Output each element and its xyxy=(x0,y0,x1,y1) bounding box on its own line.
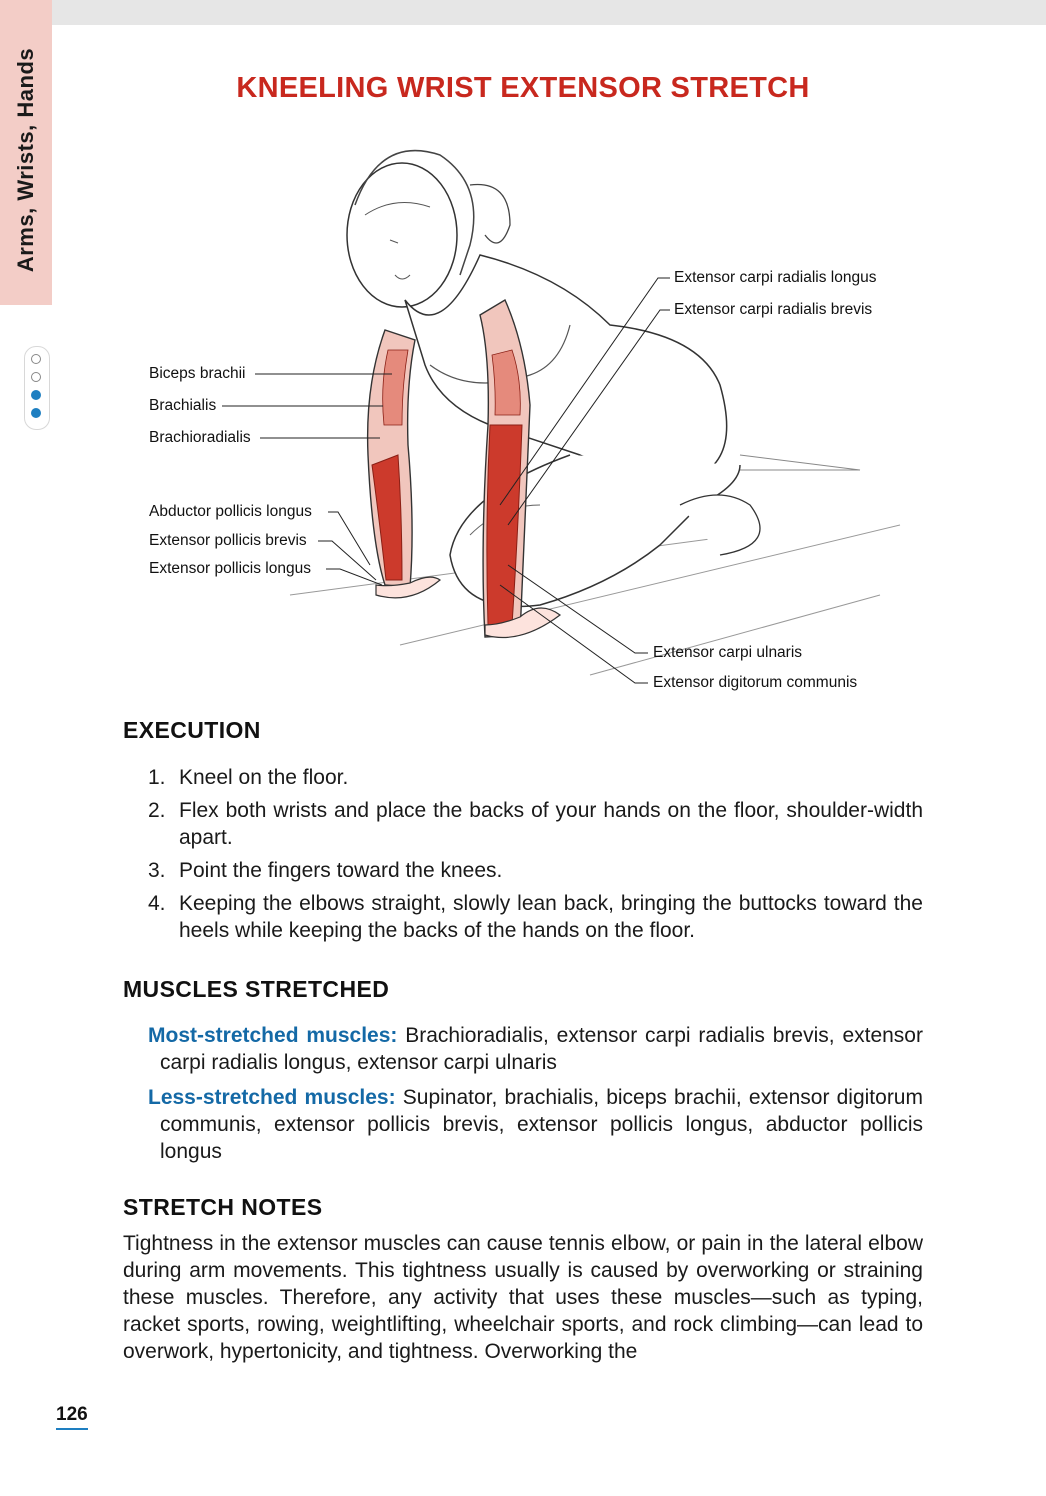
most-stretched-paragraph xyxy=(148,1022,923,1076)
page-title: KNEELING WRIST EXTENSOR STRETCH xyxy=(236,72,810,104)
section-progress-dots xyxy=(24,346,50,430)
execution-heading: EXECUTION xyxy=(123,717,261,743)
muscles-stretched-list xyxy=(148,1022,923,1173)
progress-dot-filled xyxy=(31,390,41,400)
step-number: 2. xyxy=(148,799,166,822)
label-extensor-pollicis-longus: Extensor pollicis longus xyxy=(149,560,311,577)
stretch-notes-heading: STRETCH NOTES xyxy=(123,1194,323,1220)
kneeling-figure-drawing xyxy=(140,125,910,705)
label-brachialis: Brachialis xyxy=(149,397,217,414)
label-extensor-carpi-radialis-brevis: Extensor carpi radialis brevis xyxy=(674,301,873,318)
execution-step xyxy=(148,764,923,791)
step-text: Point the fingers toward the knees. xyxy=(179,859,503,882)
label-biceps-brachii: Biceps brachii xyxy=(149,365,246,382)
progress-dot-filled xyxy=(31,408,41,418)
chapter-tab-label: Arms, Wrists, Hands xyxy=(13,47,38,273)
most-stretched-label: Most-stretched muscles: xyxy=(148,1024,398,1047)
top-bar xyxy=(52,0,1046,25)
execution-step xyxy=(148,890,923,944)
step-text: Kneel on the floor. xyxy=(179,766,349,789)
step-number: 4. xyxy=(148,892,166,915)
label-extensor-carpi-radialis-longus: Extensor carpi radialis longus xyxy=(674,269,877,286)
step-text: Keeping the elbows straight, slowly lean back, bringing the buttocks toward the heels while keeping the backs of the hands on the floor. xyxy=(179,892,923,942)
label-extensor-digitorum-communis: Extensor digitorum communis xyxy=(653,674,858,691)
less-stretched-paragraph xyxy=(148,1084,923,1165)
label-extensor-carpi-ulnaris: Extensor carpi ulnaris xyxy=(653,644,803,661)
label-extensor-pollicis-brevis: Extensor pollicis brevis xyxy=(149,532,307,549)
label-abductor-pollicis-longus: Abductor pollicis longus xyxy=(149,503,312,520)
step-text: Flex both wrists and place the backs of your hands on the floor, shoulder-width apart. xyxy=(179,799,923,849)
stretch-notes-text: Tightness in the extensor muscles can cause tennis elbow, or pain in the lateral elbow during arm movements. This tightness usually is caused by overworking or straining these muscles. Therefore, any activity that uses these muscles—such as typing, racket sports, rowing, weightlifting, wheelchair sports, and rock climbing—can lead to overwork, hypertonicity, and tightness. Overworking the xyxy=(123,1232,923,1363)
progress-dot-empty xyxy=(31,372,41,382)
execution-step xyxy=(148,857,923,884)
step-number: 1. xyxy=(148,766,166,789)
muscles-stretched-heading: MUSCLES STRETCHED xyxy=(123,976,390,1002)
chapter-tab xyxy=(0,0,52,305)
most-stretched-text: Brachioradialis, extensor carpi radialis brevis, extensor carpi radialis longus, extensor carpi ulnaris xyxy=(160,1024,923,1074)
less-stretched-text: Supinator, brachialis, biceps brachii, extensor digitorum communis, extensor pollicis brevis, extensor pollicis longus, abductor pollicis longus xyxy=(160,1086,923,1163)
progress-dot-empty xyxy=(31,354,41,364)
step-number: 3. xyxy=(148,859,166,882)
page-number: 126 xyxy=(56,1404,88,1430)
execution-step xyxy=(148,797,923,851)
execution-steps xyxy=(148,764,923,950)
label-brachioradialis: Brachioradialis xyxy=(149,429,251,446)
less-stretched-label: Less-stretched muscles: xyxy=(148,1086,396,1109)
anatomy-illustration xyxy=(140,125,910,705)
